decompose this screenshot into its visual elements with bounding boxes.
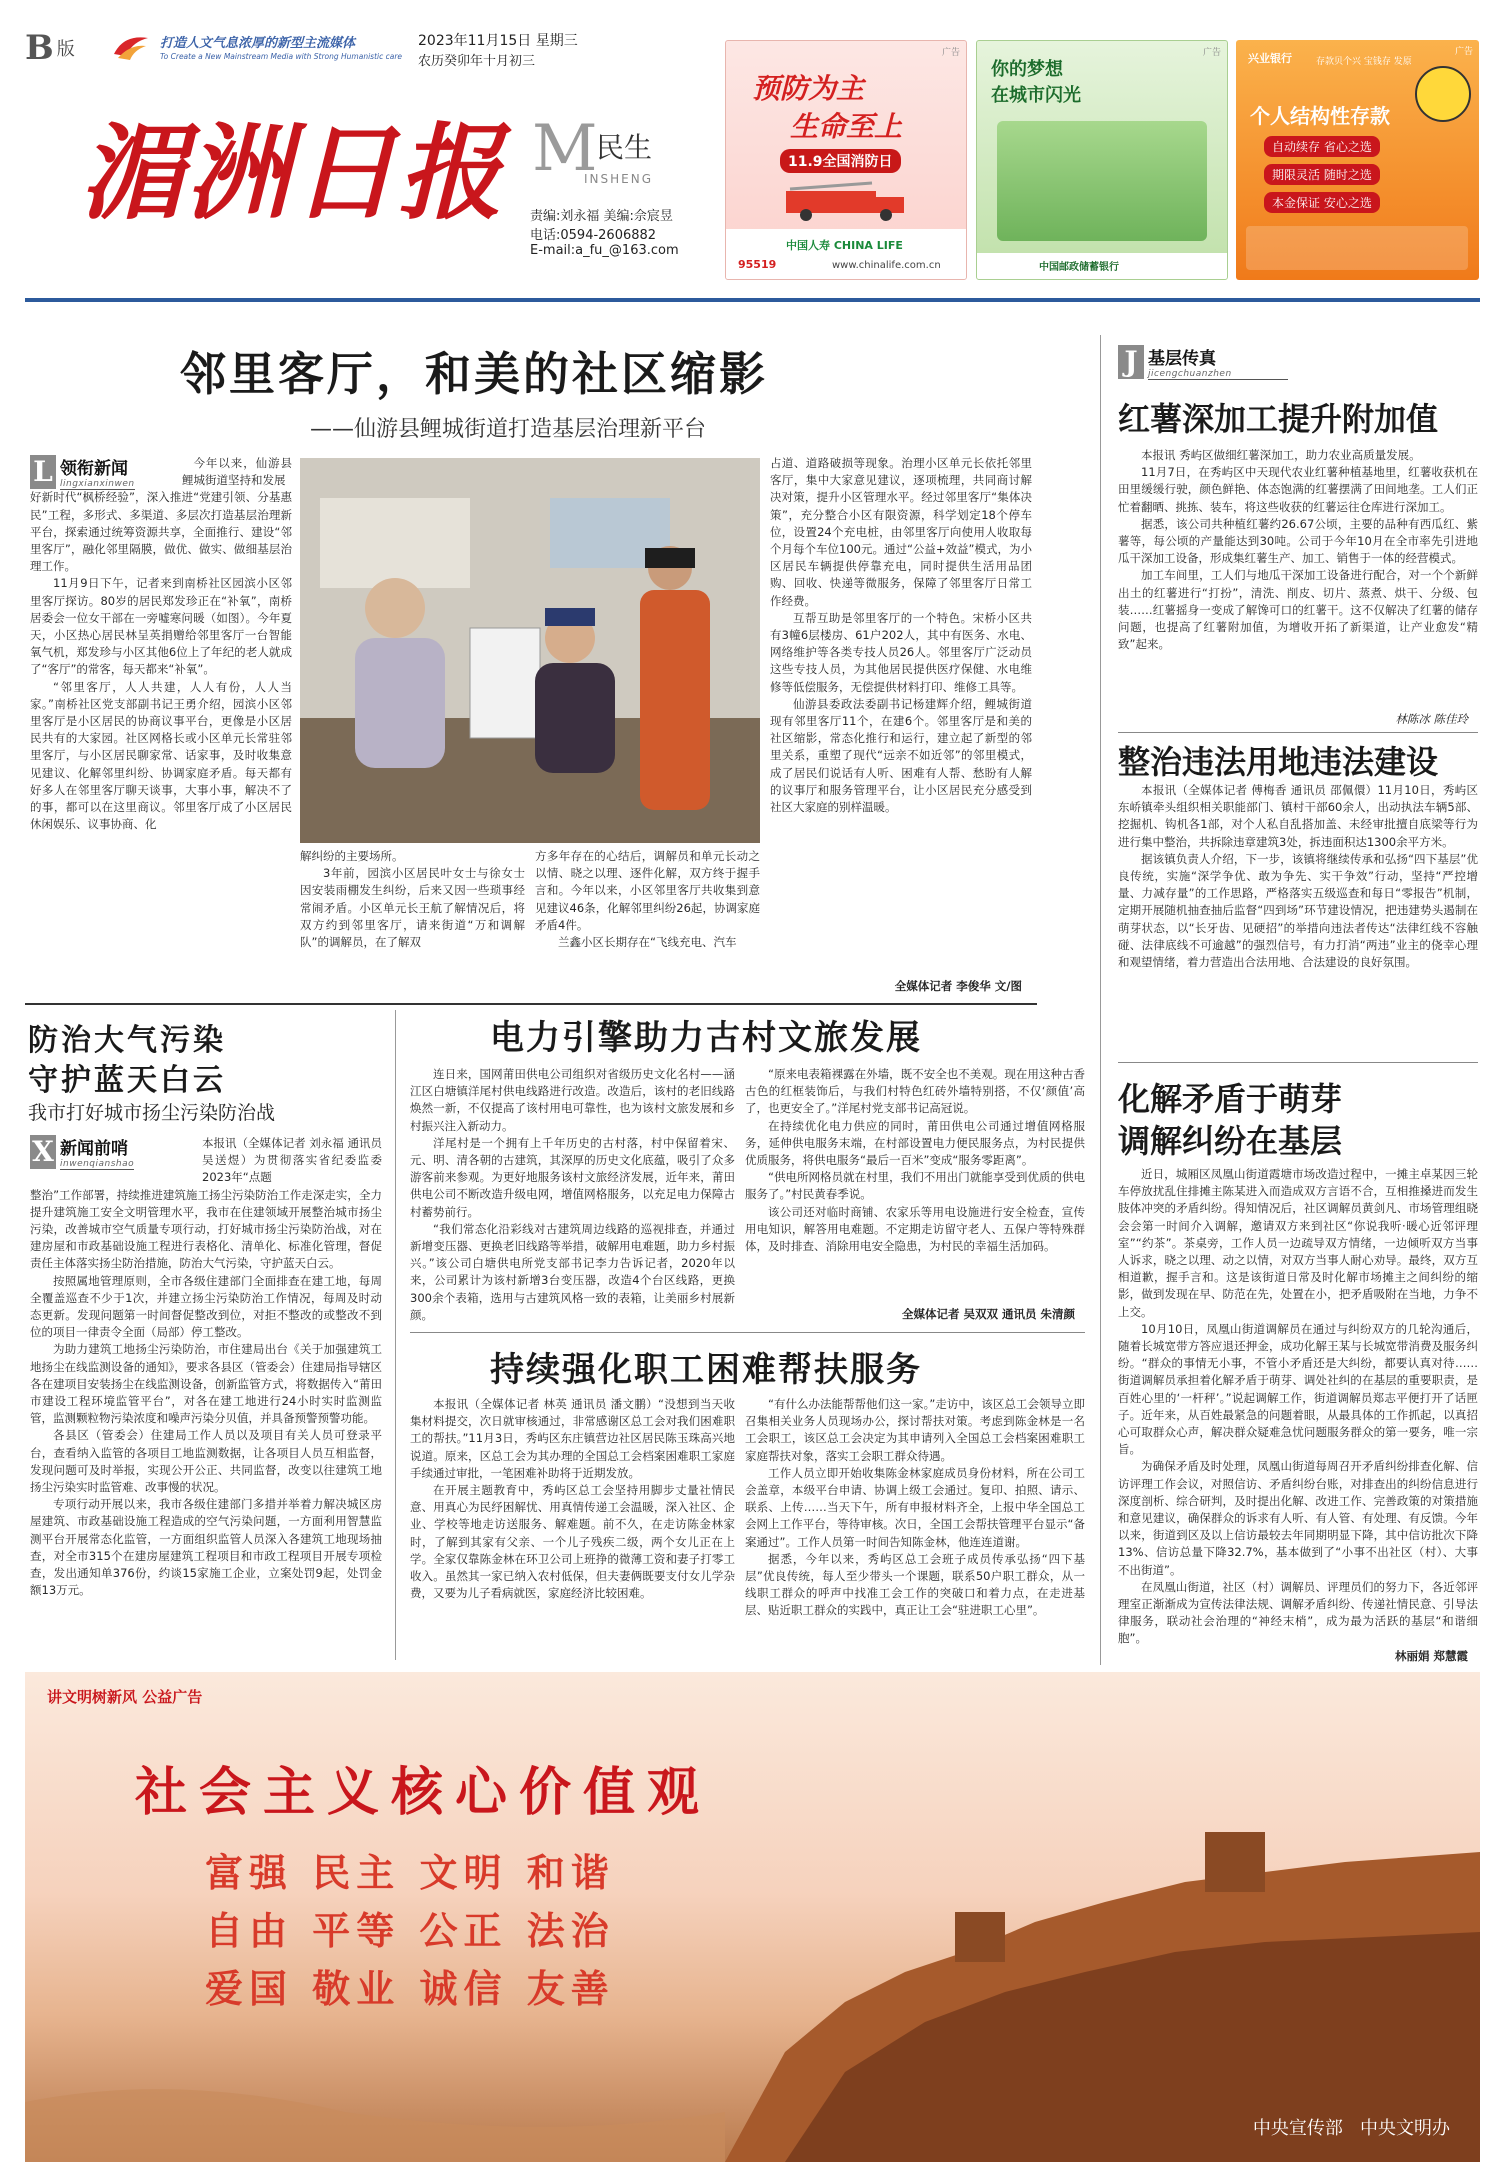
psa-tag: 讲文明树新风 公益广告: [47, 1688, 203, 1706]
mid-b-p5: 据悉，今年以来，秀屿区总工会班子成员传承弘扬“四下基层”优良传统，每人至少带头一个课题，联系50户职工群众，从一线职工群众的呼声中找准工会工作的突破口和着力点，在走进基层、贴近职工群众的实践中，真正让工会“驻进职工心里”。: [745, 1551, 1085, 1618]
lead-col-1: [30, 455, 292, 1000]
lead-title: 邻里客厅，和美的社区缩影: [180, 347, 768, 401]
column-name: 新闻前哨: [60, 1139, 128, 1159]
right-a1-p4: 加工车间里，工人们与地瓜干深加工设备进行配合，对一个个新鲜出土的红薯进行“打扮”，清洗、削皮、切片、蒸煮、烘干、分级、包装……红薯摇身一变成了解馋可口的红薯干。这不仅解决了红薯的储存问题，也提高了红薯附加值，为增收开拓了新渠道，让产业愈发“精致”起来。: [1118, 568, 1478, 652]
right-a3-p3: 为确保矛盾及时处理，凤凰山街道每周召开矛盾纠纷排查化解、信访评理工作会议，对照信访、矛盾纠纷台账，对排查出的纠纷信息进行深度剖析、综合研判，及时提出化解、改进工作、完善政策的对策措施和意见建议，确保群众的诉求有人听、有人管、有处理、有反馈。今年以来，街道到区及以上信访最较去年同期明显下降，其中信访批次下降13%、信访总量下降32.7%，基本做到了“小事不出社区（村）、大事不出街道”。: [1118, 1459, 1478, 1577]
lead-p4a: 占道、道路破损等现象。治理小区单元长依托邻里客厅，集中大家意见建议，逐项梳理，共同商讨解决对策，提升小区管理水平。经过邻里客厅“集体决策”，充分整合小区有限资源，科学划定18个停车位，设置24个充电桩，由邻里客厅向使用人收取每个月每个车位100元。通过“公益+效益”模式，为小区居民车辆提供停靠充电，同时提供生活用品团购、回收、快递等微服务，保障了邻里客厅日常工作经费。: [770, 456, 1032, 608]
ad-line1: 预防为主: [752, 72, 865, 105]
right-a3-p2: 10月10日，凤凰山街道调解员在通过与纠纷双方的几轮沟通后，随着长城宽带方答应退还押金，成功化解王某与长城宽带消费及服务纠纷。“群众的事情无小事，不管小矛盾还是大纠纷，都要认真对待……街道调解员承担着化解矛盾于萌芽、调处社纠的在基层的重要职责，是百姓心里的‘一杆秤’。”说起调解工作，街道调解员郑志平便打开了话匣子。近年来，从百姓最紧急的问题着眼，从最具体的工作抓起，以真招心可取群众心声，解决群众疑难急忧问题服务群众的第一要务，唯一宗旨。: [1118, 1321, 1478, 1457]
lead-p4b: 互帮互助是邻里客厅的一个特色。宋桥小区共有3幢6层楼房、61户202人，其中有医务、水电、网络维护等各类专技人员26人。邻里客厅广泛动员这些专技人员，为其他居民提供医疗保健、水电维修等低偿服务，无偿提供材料打印、维修工具等。: [770, 610, 1032, 694]
email: E-mail:a_fu_@163.com: [530, 243, 679, 258]
lead-p2a: 解纠纷的主要场所。: [300, 849, 404, 863]
mid-b-col-2: [745, 1396, 1085, 1651]
mid-a-p4: “原来电表箱裸露在外墙，既不安全也不美观。现在用这种古香古色的红框装饰后，与我们村特色红砖外墙特别搭，不仅‘颜值’高了，也更安全了。”洋尾村党支部书记高冠说。: [745, 1067, 1085, 1116]
phone: 电话:0594-2606882: [530, 228, 657, 243]
column-pinyin: lingxianxinwen: [60, 479, 135, 489]
edition-suffix: 版: [56, 39, 75, 60]
editors: 责编:刘永福 美编:佘宸昱: [530, 209, 673, 224]
newspaper-logo-icon: [112, 32, 150, 62]
right-a1-title: 红薯深加工提升附加值: [1118, 400, 1439, 438]
left-title-2: 守护蓝天白云: [28, 1063, 226, 1098]
column-letter: L: [30, 455, 56, 489]
psa-banner: [25, 1672, 1480, 2162]
lead-col-4: [770, 455, 1032, 975]
psa-line2: 自由 平等 公正 法治: [205, 1908, 615, 1953]
ad-url: www.chinalife.com.cn: [832, 260, 941, 271]
column-name: 领衔新闻: [60, 459, 128, 479]
ad-opt2: 期限灵活 随时之选: [1264, 164, 1380, 185]
ad-line1: 你的梦想: [991, 59, 1063, 80]
ad-sub: 存款贝个兴 宝钱存 发原: [1316, 57, 1412, 67]
left-p1a: 本报讯（全媒体记者 刘永福 通讯员 吴送煜）为贯彻落实省纪委监委2023年“点题: [202, 1136, 382, 1185]
right-a2-body: [1118, 782, 1478, 1054]
lead-p3b: 兰鑫小区长期存在“飞线充电、汽车: [558, 935, 737, 950]
psa-line1: 富强 民主 文明 和谐: [205, 1850, 615, 1895]
right-a3-p4: 在凤凰山街道，社区（村）调解员、评理员们的努力下，各近邻评理室正渐渐成为宣传法律法规、调解矛盾纠纷、传递社情民意、引导法律服务，联动社会治理的“神经末梢”，成为最为活跃的基层“和谐细胞”。: [1118, 1579, 1478, 1646]
mid-a-p6: “供电所网格员就在村里，我们不用出门就能享受到优质的供电服务了。”村民黄春季说。: [745, 1170, 1085, 1202]
ad-line2: 生命至上: [790, 110, 903, 143]
mid-a-rule: [410, 1332, 1085, 1333]
lead-col-2: [300, 848, 525, 1000]
left-p4: 各县区（管委会）住建局工作人员以及项目有关人员可登录平台，查看纳入监管的各项目工地监测数据，让各项目人员互相监督，发现问题可及时举报，实现公开公正、共同监督，改变以往建筑工地扬尘污染实时监管难、改事慢的状况。: [30, 1428, 382, 1495]
lead-p1b: 好新时代“枫桥经验”，深入推进“党建引领、分基惠民”工程，多形式、多渠道、多层次打造基层治理新平台，探索通过统筹资源共享，全面推行、建设“邻里客厅”，融化邻里隔膜，做优、做实、做细基层治理工作。: [30, 490, 292, 574]
ad-tag: 广告: [1454, 47, 1473, 57]
slogan-en: To Create a New Mainstream Media with Strong Humanistic care: [160, 52, 403, 61]
ad-industrial-bank[interactable]: [1236, 40, 1479, 280]
fire-truck-icon: [776, 181, 916, 221]
mid-b-p3: “有什么办法能帮帮他们这一家。”走访中，该区总工会领导立即召集相关业务人员现场办公，探讨帮扶对策。考虑到陈金林是一名工会职工，该区总工会决定为其申请列入全国总工会档案困难职工家庭帮扶对象，落实工会职工群众待遇。: [745, 1397, 1085, 1463]
section-letter: M: [532, 112, 598, 186]
mid-a-byline: 全媒体记者 吴双双 通讯员 朱清颜: [901, 1307, 1075, 1321]
lead-byline: 全媒体记者 李俊华 文/图: [894, 979, 1022, 993]
ad-title: 个人结构性存款: [1250, 104, 1390, 128]
psa-credit: 中央宣传部 中央文明办: [1252, 2118, 1450, 2139]
ad-tag: 广告: [1202, 48, 1221, 58]
right-a2-p2: 据该镇负责人介绍，下一步，该镇将继续传承和弘扬“四下基层”优良传统，实施“深学争优、敢为争先、实干争效”行动，坚持“严控增量、力减存量”的工作思路，严格落实五级巡查和每日“零报告”机制，定期开展随机抽查抽后监督“四到场”环节建设情况，把违建势头遏制在萌芽状态，以“长牙齿、见硬招”的举措向违法者传达“法律红线不容触碰、法律底线不可逾越”的强烈信号，有力打消“两违”业主的侥幸心理和观望情绪，着力营造出合法用地、合法建设的良好氛围。: [1118, 851, 1478, 970]
lead-p1c: 11月9日下午，记者来到南桥社区园滨小区邻里客厅探访。80岁的居民郑发珍正在“补氧”，南桥居委会一位女干部在一旁嘘寒问暖（如图）。今年夏天，小区热心居民林呈英捐赠给邻里客厅一台智能氧气机，郑发珍与小区其他6位上了年纪的老人就成了“客厅”的常客，每天都来“补氧”。: [30, 576, 292, 677]
ad-brand: 中国人寿 CHINA LIFE: [786, 239, 903, 252]
issue-date: 2023年11月15日 星期三: [418, 33, 578, 49]
lead-bottom-rule: [25, 1003, 1037, 1005]
column-name: 基层传真: [1148, 349, 1216, 369]
mid-b-p1: 本报讯（全媒体记者 林英 通讯员 潘文鹏）“没想到当天收集材料提交，次日就审核通过，非常感谢区总工会对我们困难职工的帮扶。”11月3日，秀屿区东庄镇营边社区居民陈玉珠高兴地说道。原来，区总工会为其办理的全国总工会档案困难职工家庭手续通过审批，一笔困难补助将于近期发放。: [410, 1397, 735, 1480]
column-head-jiceng: [1118, 345, 1288, 379]
section-mark: [532, 112, 682, 198]
column-pinyin: inwenqianshao: [60, 1159, 135, 1169]
edition-badge: [25, 28, 75, 68]
left-col-divider: [395, 1010, 396, 1660]
ad-brand: 兴业银行: [1248, 52, 1292, 65]
column-letter: J: [1118, 345, 1144, 379]
right-a3-body: [1118, 1166, 1478, 1646]
psa-line3: 爱国 敬业 诚信 友善: [205, 1966, 615, 2011]
lunar-date: 农历癸卯年十月初三: [418, 54, 536, 69]
mid-b-p4: 工作人员立即开始收集陈金林家庭成员身份材料，所在公司工会盖章，本级平台申请、协调上级工会通过。复印、拍照、请示、联系、上传……当天下午，所有申报材料齐全，上报中华全国总工会网上工作平台，等待审核。次日，全国工会帮扶管理平台显示“备案通过”。工作人员第一时间告知陈金林，他连连道谢。: [745, 1465, 1085, 1549]
right-a3-byline: 林丽娟 郑慧霞: [1394, 1649, 1468, 1663]
right-a2-p1: 本报讯（全媒体记者 傅梅香 通讯员 邵佩儇）11月10日，秀屿区东峤镇牵头组织相关职能部门、镇村干部60余人，出动执法车辆5部、挖掘机、钩机各1部，对个人私自乱搭加盖、未经审批擅自底梁等行为进行集中整治，共拆除违章建筑3处，拆违面积达1300余平方米。: [1118, 783, 1478, 849]
lead-p2b: 3年前，园滨小区居民叶女士与徐女士因安装雨棚发生纠纷，后来又因一些琐事经常闹矛盾。小区单元长王航了解情况后，将双方约到邻里客厅，请来街道“万和调解队”的调解员，在了解双: [300, 866, 525, 950]
left-p5: 专项行动开展以来，我市各级住建部门多措并举着力解决城区房屋建筑、市政基础设施工程造成的空气污染问题，一方面利用智慧监测平台开展常态化监管，一方面组织监管人员深入各建筑工地现场抽查，对全市315个在建房屋建筑工程项目和市政工程项目开展专项检查，发出通知单376份，约谈15家施工企业，立案处罚9起，处罚金额13万元。: [30, 1497, 382, 1598]
right-a3-title1: 化解矛盾于萌芽: [1118, 1080, 1343, 1118]
lead-col-3: [535, 848, 760, 1000]
mid-a-col-2: [745, 1066, 1085, 1306]
section-name: 民生: [596, 131, 653, 164]
right-a3-title2: 调解纠纷在基层: [1118, 1122, 1343, 1160]
column-pinyin: jicengchuanzhen: [1148, 369, 1232, 379]
ad-brand: 中国邮政储蓄银行: [1039, 262, 1119, 273]
left-p2: 按照属地管理原则，全市各级住建部门全面排查在建工地，每周全覆盖巡查不少于1次，并建立扬尘污染防治工作情况，每周及时动态更新。发现问题第一时间督促整改到位，对拒不整改的或整改不到位的项目一律责令全面（局部）停工整改。: [30, 1273, 382, 1340]
left-subtitle: 我市打好城市扬尘污染防治战: [28, 1102, 276, 1124]
lead-photo: [300, 458, 760, 843]
mid-b-title: 持续强化职工困难帮扶服务: [490, 1350, 922, 1390]
psa-title: 社会主义核心价值观: [135, 1762, 712, 1823]
section-pinyin: INSHENG: [584, 172, 654, 186]
mid-a-p3: “我们常态化沿彩线对古建筑周边线路的巡视排查，并通过新增变压器、更换老旧线路等举措，破解用电难题，助力乡村振兴。”该公司白塘供电所党支部书记李力告诉记者，2020年以来，公司累计为该村新增3台变压器，改造4个台区线路，更换300余个表箱，选用与古建筑风格一致的表箱，让美丽乡村展新颜。: [410, 1221, 735, 1322]
lead-subtitle: ——仙游县鲤城街道打造基层治理新平台: [310, 417, 707, 442]
slogan-cn: 打造人文气息浓厚的新型主流媒体: [160, 36, 356, 51]
bee-mascot-icon: [1415, 66, 1471, 122]
column-letter: X: [30, 1135, 56, 1169]
ad-tag: 广告: [941, 48, 960, 58]
people-illustration-icon: [997, 121, 1207, 241]
mid-a-title: 电力引擎助力古村文旅发展: [490, 1018, 922, 1058]
left-body: [30, 1135, 382, 1643]
right-a1-p3: 据悉，该公司共种植红薯约26.67公顷，主要的品种有西瓜红、紫薯等，每公顷的产量能达到30吨。公司于今年10月在全市率先引进地瓜干深加工设备，形成集红薯生产、加工、销售于一体的经营模式。: [1118, 516, 1478, 566]
left-title-1: 防治大气污染: [28, 1023, 226, 1058]
mid-a-p5: 在持续优化电力供应的同时，莆田供电公司通过增值网格服务，延伸供电服务末端，在村部设置电力便民服务点，为村民提供优质服务，将供电服务“最后一百米”变成“服务零距离”。: [745, 1118, 1085, 1168]
right-a2-title: 整治违法用地违法建设: [1118, 743, 1439, 781]
ad-hotline: 95519: [738, 258, 777, 271]
right-rule-2: [1118, 1062, 1478, 1063]
right-a1-byline: 林陈冰 陈佳玲: [1395, 712, 1468, 726]
mid-b-p2: 在开展主题教育中，秀屿区总工会坚持用脚步丈量社情民意、用真心为民纾困解忧、用真情传递工会温暖，深入社区、企业、学校等地走访送服务、解难题。前不久，在走访陈金林家时，了解到其家有父亲、一个儿子残疾二级，两个女儿正在上学。全家仅靠陈金林在环卫公司上班挣的微薄工资和妻子打零工收入。虽然其一家已纳入农村低保，但夫妻俩既要支付女儿学杂费，又要为儿子看病就医，家庭经济比较困难。: [410, 1483, 735, 1601]
left-p3: 为助力建筑工地扬尘污染防治，市住建局出台《关于加强建筑工地扬尘在线监测设备的通知》，要求各县区（管委会）住建局指导辖区各在建项目安装扬尘在线监测设备，创新监管方式，将数据传入“莆田市建设工程环境监管平台”，对各在建工地进行24小时实时监测监管，监测颗粒物污染浓度和噪声污染分贝值，并具备预警预警功能。: [30, 1342, 382, 1426]
ad-line2: 在城市闪光: [991, 85, 1081, 106]
lead-p1a: 今年以来，仙游县鲤城街道坚持和发展: [182, 456, 292, 488]
right-a1-body: [1118, 447, 1478, 715]
mid-a-col-1: [410, 1066, 735, 1328]
ad-opt3: 本金保证 安心之选: [1264, 192, 1380, 213]
edition-letter: B: [25, 28, 54, 68]
lead-p4c: 仙游县委政法委副书记杨建辉介绍，鲤城街道现有邻里客厅11个，在建6个。邻里客厅是和美的社区缩影，常态化推行和运行，建立起了新型的邻里关系，重塑了现代“远亲不如近邻”的邻里模式，成了居民们说话有人听、困难有人帮、愁盼有人解的议事厅和服务管理平台，让小区居民充分感受到社区大家庭的别样温暖。: [770, 696, 1032, 815]
mid-a-p1: 连日来，国网莆田供电公司组织对省级历史文化名村——涵江区白塘镇洋尾村供电线路进行改造。改造后，该村的老旧线路焕然一新，不仅提高了该村用电可靠性，也为该村文旅发展和乡村振兴注入新动力。: [410, 1067, 735, 1133]
ad-line3: 11.9全国消防日: [780, 149, 901, 173]
header-rule: [25, 298, 1480, 302]
mid-a-p2: 洋尾村是一个拥有上千年历史的古村落，村中保留着宋、元、明、清各朝的古建筑，其深厚的历史文化底蕴，吸引了众多游客前来参观。为更好地服务该村文旅经济发展，近年来，莆田供电公司不断改造升级电网，增值网格服务，以充足电力保障古村蓄势前行。: [410, 1135, 735, 1219]
left-p1b: 整治”工作部署，持续推进建筑施工扬尘污染防治工作走深走实，全力提升建筑施工安全文明管理水平，我市在住建领域开展整治城市扬尘污染，改善城市空气质量专项行动，打好城市扬尘污染防治战，对在建房屋和市政基础设施工程进行表格化、清单化、标准化管理，督促责任主体落实扬尘防治措施，防治大气污染，守护蓝天白云。: [30, 1187, 382, 1271]
mid-b-col-1: [410, 1396, 735, 1651]
lead-p1d: “邻里客厅，人人共建，人人有份，人人当家。”南桥社区党支部副书记王勇介绍，园滨小区邻里客厅是小区居民的协商议事平台，更像是小区居民共有的大家园。社区网格长或小区单元长常驻邻里客厅，与小区居民聊家常、话家事，及时收集意见建议、化解邻里纠纷、协调家庭矛盾。每天都有好多人在邻里客厅聊天谈事，大事小事，解决不了的事，都可以在这里商议。邻里客厅成了小区居民休闲娱乐、议事协商、化: [30, 679, 292, 832]
mid-a-p7: 该公司还对临时商铺、农家乐等用电设施进行安全检查，宣传用电知识，解答用电难题。不定期走访留守老人、五保户等特殊群体，及时排查、消除用电安全隐患，为村民的幸福生活加码。: [745, 1204, 1085, 1254]
masthead: 湄洲日报: [80, 111, 505, 234]
right-a1-p2: 11月7日，在秀屿区中天现代农业红薯种植基地里，红薯收获机在田里缓缓行驶，颜色鲜艳、体态饱满的红薯摆满了田间地垄。工人们正忙着翻晒、挑拣、装车，将这些收获的红薯运往仓库进行深加工。: [1118, 465, 1478, 514]
lead-p3a: 方多年存在的心结后，调解员和单元长动之以情、晓之以理、逐件化解，双方终于握手言和。今年以来，小区邻里客厅共收集到意见建议46条，化解邻里纠纷26起，协调家庭矛盾4件。: [535, 849, 760, 932]
ad-postal-bank[interactable]: [976, 40, 1228, 280]
right-a1-p1: 本报讯 秀屿区做细红薯深加工，助力农业高质量发展。: [1141, 448, 1421, 462]
ad-opt1: 自动续存 省心之选: [1264, 136, 1380, 157]
right-a3-p1: 近日，城厢区凤凰山街道霞塘市场改造过程中，一摊主卓某因三轮车停放扰乱住排摊主陈某进入而造成双方言语不合，互相推搡进而发生肢体冲突的矛盾纠纷。得知情况后，社区调解员黄剑凡、市场管理组晓会会第一时间介入调解，邀请双方来到社区“你说我听·暖心近邻评理室”“约茶”。茶桌旁，工作人员一边疏导双方情绪，一边倾听双方当事人诉求，晓之以理、动之以情，对双方当事人耐心劝导。最终，双方互相道歉，握手言和。这是该街道日常及时化解市场摊主之间纠纷的缩影，做到发现在早、防范在先，处置在小，把矛盾吸附在当地，力争不上交。: [1118, 1167, 1478, 1319]
ad-fire-day[interactable]: [725, 40, 967, 280]
right-col-divider: [1100, 335, 1101, 1665]
